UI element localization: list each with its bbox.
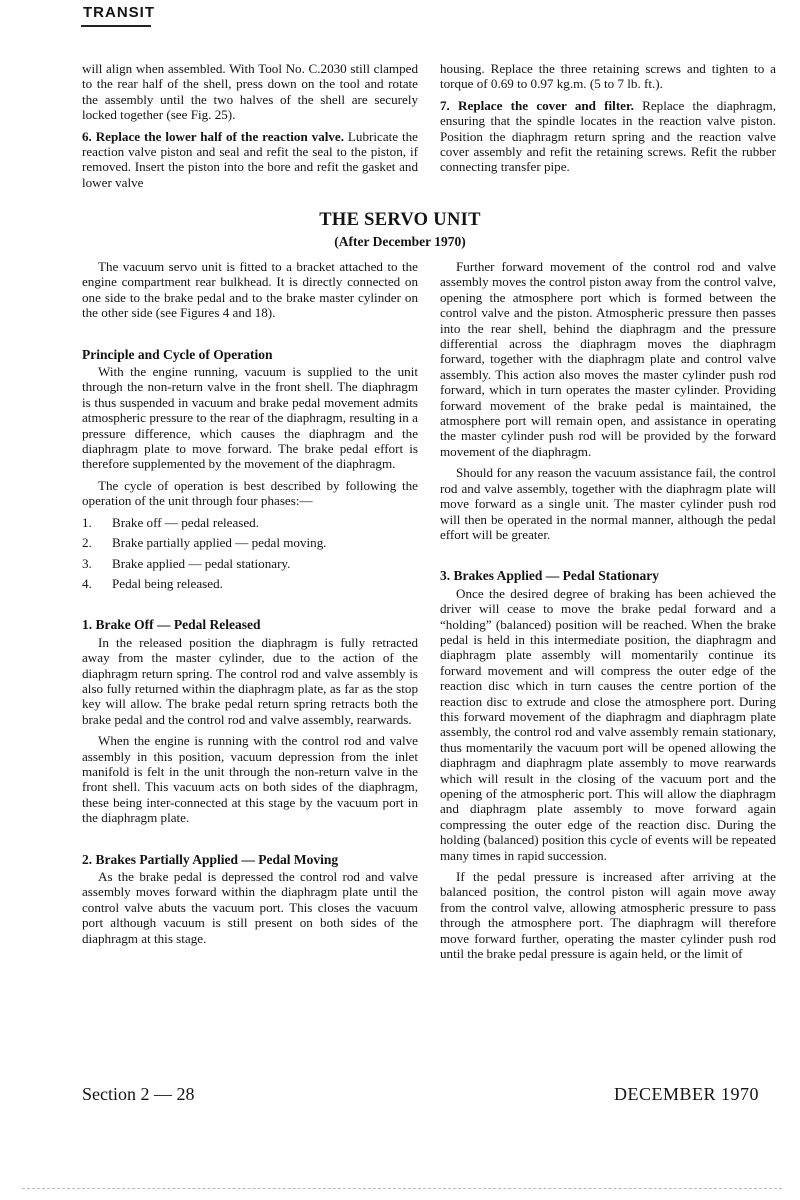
step-6-paragraph xyxy=(82,129,418,191)
top-left-column xyxy=(82,61,418,196)
step-6-body: Lubricate the reaction valve piston and seal and refit the seal to the piston, if removed. Insert the piston into the bore and refit the gasket and lower valve xyxy=(82,128,418,190)
phase-list xyxy=(82,515,418,592)
paragraph: When the engine is running with the control rod and valve assembly in this position, vacuum depression from the inlet manifold is felt in the unit through the non-return valve in the front shell. This vacuum acts on both sides of the diaphragm, these being inter-connected at this stage by the vacuum port in the diaphragm plate. xyxy=(82,733,418,826)
header-rule xyxy=(81,25,151,27)
heading-brakes-applied: 3. Brakes Applied — Pedal Stationary xyxy=(440,568,660,584)
paragraph: will align when assembled. With Tool No. C.2030 still clamped to the rear half of the shell, press down on the tool and rotate the assembly until the two halves of the shell are securely locked together (see Fig. 25). xyxy=(82,61,418,123)
section-subtitle: (After December 1970) xyxy=(334,234,466,249)
list-text: Brake partially applied — pedal moving. xyxy=(112,535,327,551)
list-number: 1. xyxy=(82,514,92,530)
running-title: TRANSIT xyxy=(83,4,155,21)
list-text: Brake applied — pedal stationary. xyxy=(112,555,291,571)
top-right-column xyxy=(440,61,776,181)
section-title-block xyxy=(0,210,800,250)
paragraph: If the pedal pressure is increased after arriving at the balanced position, the control piston will again move away from the control valve, allowing atmospheric pressure to pass through the atmosphere port. The diaphragm will therefore move forward further, operating the master cylinder push rod until the brake pedal pressure is again held, or the limit of xyxy=(440,869,776,962)
left-column xyxy=(82,259,418,952)
list-number: 4. xyxy=(82,575,92,591)
heading-brakes-partially-applied: 2. Brakes Partially Applied — Pedal Moving xyxy=(82,851,339,867)
paragraph: In the released position the diaphragm is fully retracted away from the master cylinder, due to the action of the diaphragm return spring. The control rod and valve assembly is also fully returned within the diaphragm plate, as far as the stop key will allow. The brake pedal return spring retracts both the brake pedal and the control rod and valve assembly, rearwards. xyxy=(82,634,418,727)
paragraph: The cycle of operation is best described by following the operation of the unit through four phases:— xyxy=(82,477,418,509)
paragraph: Should for any reason the vacuum assistance fail, the control rod and valve assembly, together with the diaphragm plate will move forward as a single unit. The master cylinder push rod will then be operated in the normal manner, although the pedal effort will be greater. xyxy=(440,465,776,542)
step-7-paragraph xyxy=(440,98,776,175)
footer-section-number: Section 2 — 28 xyxy=(82,1084,195,1104)
paragraph: housing. Replace the three retaining screws and tighten to a torque of 0.69 to 0.97 kg.m. (5 to 7 lb. ft.). xyxy=(440,61,776,92)
scan-edge-rule xyxy=(22,1188,782,1189)
list-number: 2. xyxy=(82,535,92,551)
heading-principle: Principle and Cycle of Operation xyxy=(82,346,273,362)
heading-brake-off: 1. Brake Off — Pedal Released xyxy=(82,617,261,633)
paragraph: As the brake pedal is depressed the control rod and valve assembly moves forward within the diaphragm plate until the control valve abuts the vacuum port. This closes the vacuum port although vacuum is still present on both sides of the diaphragm at this stage. xyxy=(82,869,418,946)
intro-paragraph: The vacuum servo unit is fitted to a bracket attached to the engine compartment rear bulkhead. It is directly connected on one side to the brake pedal and to the brake master cylinder on the other side (see Figures 4 and 18). xyxy=(82,259,418,321)
paragraph: Further forward movement of the control rod and valve assembly moves the control piston away from the control valve, opening the atmosphere port which is formed between the control valve and the piston. Atmospheric pressure then passes into the rear shell, behind the diaphragm and the pressure differential across the diaphragm moves the diaphragm forward, together with the diaphragm plate and control valve assembly. This action also moves the master cylinder push rod forward, which in turn operates the master cylinder. Providing forward movement of the brake pedal is maintained, the atmosphere port will remain open, and assistance in operating the master cylinder push rod will be provided by the forward movement of the diaphragm. xyxy=(440,259,776,459)
list-text: Pedal being released. xyxy=(112,575,223,591)
list-item xyxy=(82,515,418,530)
list-item xyxy=(82,535,418,550)
paragraph: With the engine running, vacuum is supplied to the unit through the non-return valve in the front shell. The diaphragm is thus suspended in vacuum and brake pedal movement admits atmospheric pressure to the rear of the diaphragm, resulting in a pressure difference, which causes the diaphragm and the diaphragm plate to move forward. The brake pedal effort is therefore supplemented by the movement of the diaphragm. xyxy=(82,364,418,472)
step-7-heading: 7. Replace the cover and filter. xyxy=(440,97,634,113)
list-number: 3. xyxy=(82,555,92,571)
list-text: Brake off — pedal released. xyxy=(112,514,259,530)
step-7-body: Replace the diaphragm, ensuring that the spindle locates in the reaction valve piston. Position the diaphragm return spring and the reaction valve cover assembly and refit the retaining screws. Refit the rubber connecting transfer pipe. xyxy=(440,97,777,175)
paragraph: Once the desired degree of braking has been achieved the driver will cease to move the brake pedal forward and a “holding” (balanced) position will be reached. When the brake pedal is held in this intermediate position, the diaphragm and diaphragm plate assembly will momentarily continue its forward movement and will compress the outer edge of the reaction disc which in turn causes the centre portion of the reaction disc to extrude and close the atmosphere port. During this forward movement of the diaphragm and diaphragm plate assembly, the control rod and valve assembly remain stationary, thus momentarily the vacuum port will be opened allowing the diaphragm and diaphragm plate assembly to move rearwards which will result in the closing of the vacuum port and the opening of the atmospheric port. This will allow the diaphragm and diaphragm plate assembly to move forward again compressing the outer edge of the reaction disc. During the holding (balanced) position this cycle of events will be repeated many times in rapid succession. xyxy=(440,585,776,863)
list-item xyxy=(82,556,418,571)
step-6-heading: 6. Replace the lower half of the reaction valve. xyxy=(82,128,345,144)
section-title: THE SERVO UNIT xyxy=(319,210,481,230)
footer-date: DECEMBER 1970 xyxy=(613,1084,759,1104)
list-item xyxy=(82,576,418,591)
right-column xyxy=(440,259,776,967)
